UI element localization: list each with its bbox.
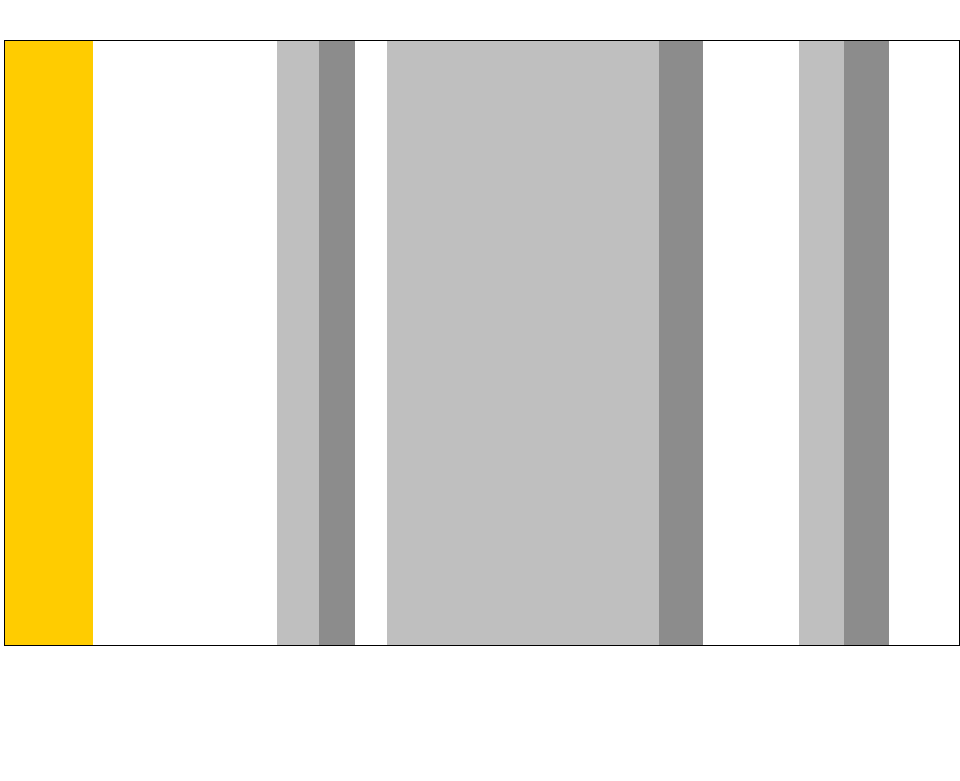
column bbox=[319, 41, 356, 645]
curriculum-table bbox=[4, 40, 960, 646]
color-column bbox=[5, 41, 94, 645]
column bbox=[659, 41, 704, 645]
column bbox=[765, 41, 800, 645]
column bbox=[515, 41, 562, 645]
column bbox=[703, 41, 766, 645]
column bbox=[433, 41, 474, 645]
column bbox=[844, 41, 890, 645]
column bbox=[607, 41, 660, 645]
column bbox=[355, 41, 388, 645]
column bbox=[561, 41, 608, 645]
column bbox=[241, 41, 278, 645]
column bbox=[889, 41, 959, 645]
label-column bbox=[93, 41, 242, 645]
column bbox=[799, 41, 845, 645]
column bbox=[277, 41, 320, 645]
column bbox=[473, 41, 516, 645]
column bbox=[387, 41, 434, 645]
